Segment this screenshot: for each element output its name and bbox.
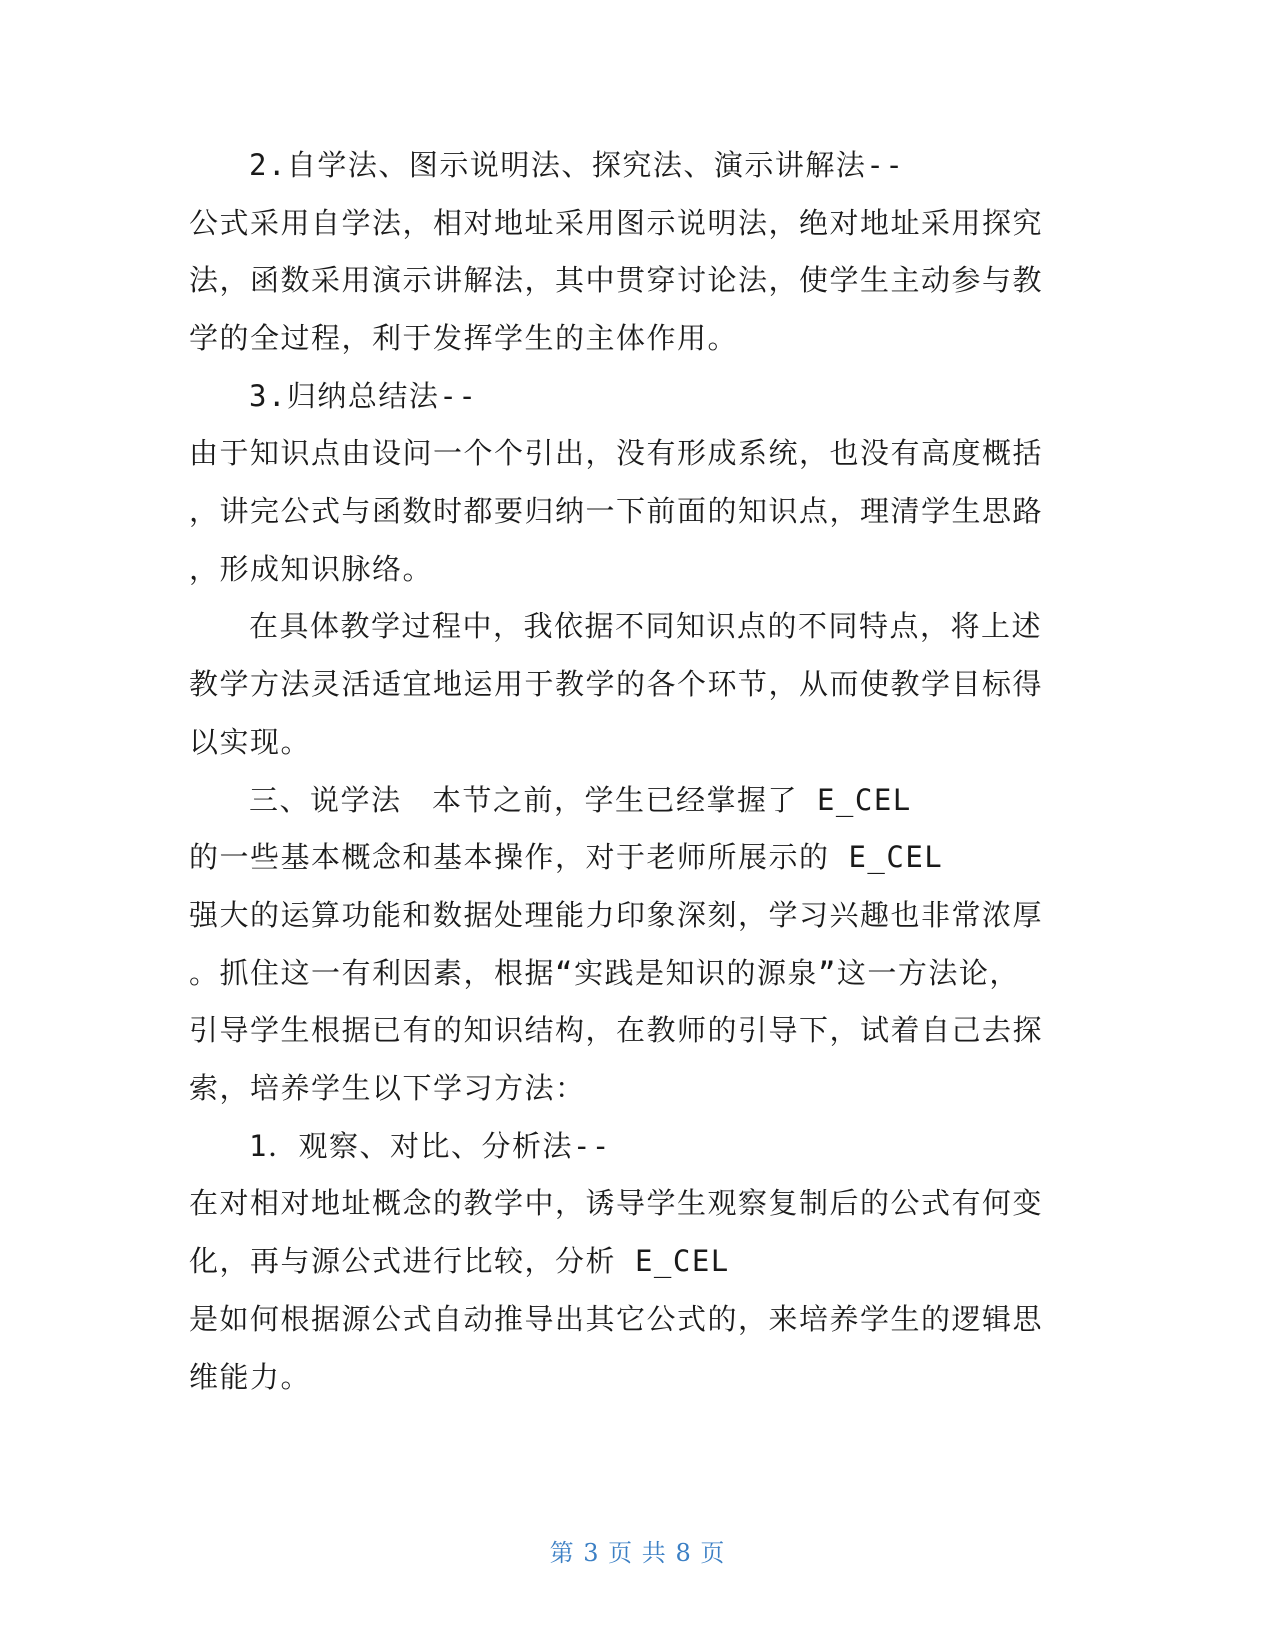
text-line: 以实现。 — [189, 725, 312, 759]
text-line: 3.归纳总结法-- — [249, 379, 478, 413]
text-line: 。抓住这一有利因素，根据“实践是知识的源泉”这一方法论， — [189, 956, 1020, 990]
text-line: ，讲完公式与函数时都要归纳一下前面的知识点，理清学生思路 — [189, 494, 1044, 528]
text-line: 法，函数采用演示讲解法，其中贯穿讨论法，使学生主动参与教 — [189, 263, 1044, 297]
text-line: 1．观察、对比、分析法-- — [249, 1129, 611, 1163]
text-line: 的一些基本概念和基本操作，对于老师所展示的 E_CEL — [189, 840, 944, 874]
text-line: 化，再与源公式进行比较，分析 E_CEL — [189, 1244, 730, 1278]
text-line: 由于知识点由设问一个个引出，没有形成系统，也没有高度概括 — [189, 436, 1044, 470]
text-line: 2.自学法、图示说明法、探究法、演示讲解法-- — [249, 148, 905, 182]
page-number-footer: 第 3 页 共 8 页 — [549, 1539, 726, 1567]
text-line: 公式采用自学法，相对地址采用图示说明法，绝对地址采用探究 — [189, 206, 1044, 240]
text-line: 索，培养学生以下学习方法： — [189, 1071, 586, 1105]
text-line: 学的全过程，利于发挥学生的主体作用。 — [189, 321, 739, 355]
text-line: 维能力。 — [189, 1360, 312, 1394]
text-line: 是如何根据源公式自动推导出其它公式的，来培养学生的逻辑思 — [189, 1302, 1044, 1336]
text-line: 三、说学法 本节之前，学生已经掌握了 E_CEL — [249, 783, 912, 817]
text-line: 在具体教学过程中，我依据不同知识点的不同特点，将上述 — [249, 609, 1043, 643]
text-line: ，形成知识脉络。 — [189, 552, 434, 586]
text-line: 教学方法灵活适宜地运用于教学的各个环节，从而使教学目标得 — [189, 667, 1044, 701]
text-line: 引导学生根据已有的知识结构，在教师的引导下，试着自己去探 — [189, 1013, 1044, 1047]
text-line: 在对相对地址概念的教学中，诱导学生观察复制后的公式有何变 — [189, 1186, 1044, 1220]
text-line: 强大的运算功能和数据处理能力印象深刻，学习兴趣也非常浓厚 — [189, 898, 1044, 932]
